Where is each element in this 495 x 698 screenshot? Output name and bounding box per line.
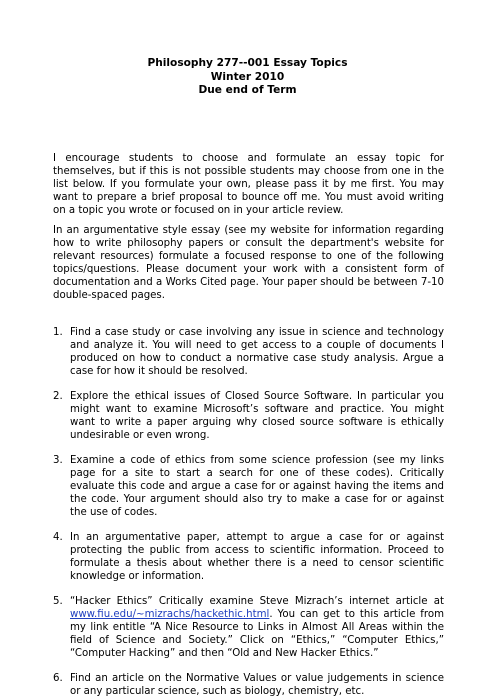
list-item-text: Examine a code of ethics from some science profession (see my links page for a site to start a search for one of these codes). Critically evaluate this code and argue a case for or against having the items and the code. Your argument should also try to make a case for or against the use of codes. xyxy=(70,455,444,518)
title-line-term: Winter 2010 xyxy=(210,70,285,83)
intro-paragraph-1: I encourage students to choose and formulate an essay topic for themselves, but if this is not possible students may choose from one in the list below. If you formulate your own, please pass it by me first. You may want to prepare a brief proposal to bounce off me. You must avoid writing on a topic you wrote or focused on in your article review. xyxy=(53,153,444,216)
document-title xyxy=(0,57,495,98)
list-item-number: 5. xyxy=(53,596,63,607)
list-item-text: Find a case study or case involving any issue in science and technology and analyze it. You will need to get access to a couple of documents I produced on how to conduct a normative case study analysis. Argue a case for how it should be resolved. xyxy=(70,327,444,377)
title-line-course: Philosophy 277--001 Essay Topics xyxy=(147,57,348,69)
list-item xyxy=(53,672,444,698)
list-item xyxy=(53,595,444,660)
list-item xyxy=(53,531,444,583)
list-item-number: 2. xyxy=(53,391,63,402)
list-item-number: 6. xyxy=(53,673,63,684)
list-item-number: 1. xyxy=(53,327,63,338)
list-item xyxy=(53,326,444,378)
title-line-due: Due end of Term xyxy=(198,84,297,96)
list-item-text: Explore the ethical issues of Closed Source Software. In particular you might want to examine Microsoft’s software and practice. You might want to write a paper arguing why closed source software is ethically undesirable or even wrong. xyxy=(70,391,444,441)
list-item xyxy=(53,454,444,519)
list-item-number: 3. xyxy=(53,455,63,466)
intro-paragraph-2: In an argumentative style essay (see my website for information regarding how to write philosophy papers or consult the department's website for relevant resources) formulate a focused response to one of the following topics/questions. Please document your work with a consistent form of documentation and a Works Cited page. Your paper should be between 7-10 double-spaced pages. xyxy=(53,225,444,301)
list-item-text xyxy=(70,595,444,660)
list-item xyxy=(53,390,444,442)
list-item-text-before: “Hacker Ethics” Critically examine Steve Mizrach’s internet article at xyxy=(70,596,444,607)
list-item-text: In an argumentative paper, attempt to argue a case for or against protecting the public from access to scientific information. Proceed to formulate a thesis about whether there is a need to censor scientific knowledge or information. xyxy=(70,532,444,582)
list-item-text: Find an article on the Normative Values or value judgements in science or any particular science, such as biology, chemistry, etc. xyxy=(70,673,444,697)
hacker-ethic-link[interactable]: www.fiu.edu/~mizrachs/hackethic.html xyxy=(70,609,270,620)
list-item-text-after: . You can get to this article from my link entitle “A Nice Resource to Links in Almost All Areas within the field of Science and Society.” Click on “Ethics,” “Computer Ethics,” “Computer Hacking” and then “Old and New Hacker Ethics.” xyxy=(70,609,444,659)
list-item-number: 4. xyxy=(53,532,63,543)
